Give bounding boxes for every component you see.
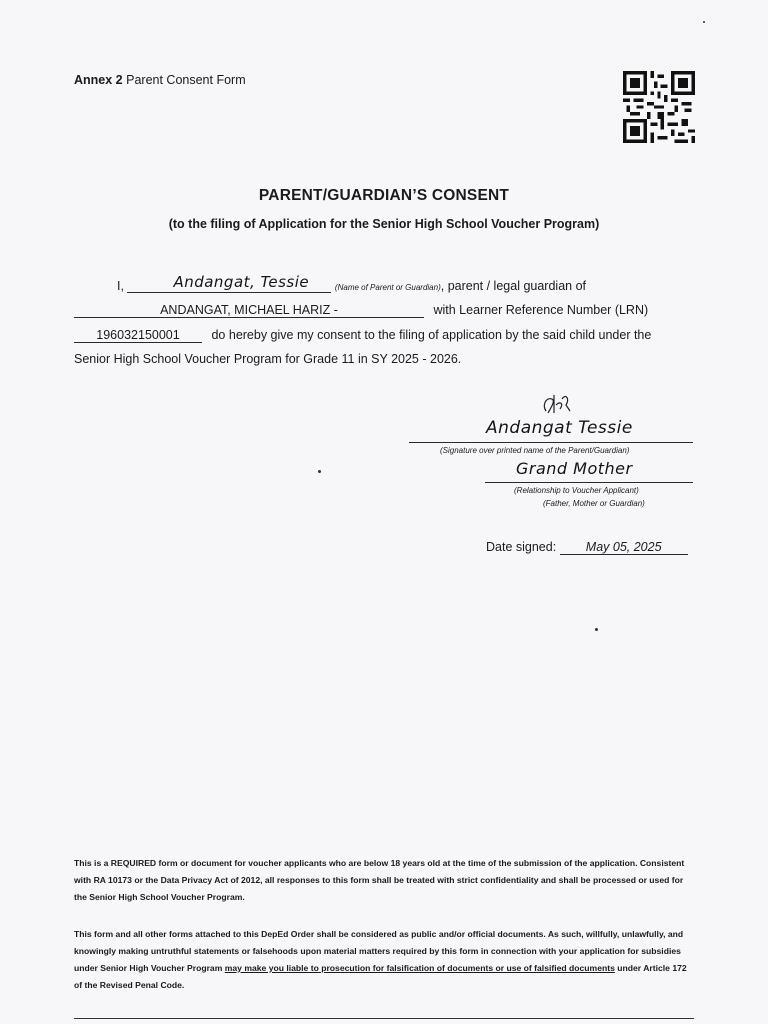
relationship-caption: (Relationship to Voucher Applicant) [514, 486, 639, 495]
parent-name-hint: (Name of Parent or Guardian) [334, 283, 441, 292]
annex-header [74, 73, 246, 87]
learner-name: ANDANGAT, MICHAEL HARIZ - [160, 303, 338, 317]
annex-label: Annex 2 [74, 73, 123, 87]
scan-speck [703, 21, 705, 23]
date-field [560, 540, 688, 555]
consent-line-2 [74, 303, 648, 318]
date-label: Date signed: [486, 540, 557, 554]
relationship-options: (Father, Mother or Guardian) [543, 499, 645, 508]
form-title: PARENT/GUARDIAN’S CONSENT [258, 187, 510, 204]
consent-line-3 [74, 328, 651, 343]
consent-prefix: I, [117, 279, 124, 293]
bottom-rule [74, 1018, 694, 1019]
qr-code [623, 71, 695, 143]
footer-notice-2-end: under Article 172 of the Revised Penal Code. [74, 963, 687, 990]
scan-speck [595, 628, 598, 631]
consent-statement: do hereby give my consent to the filing of application by the said child under the [211, 328, 652, 342]
form-name: Parent Consent Form [126, 73, 246, 87]
consent-line-1 [117, 273, 586, 293]
parent-suffix: , parent / legal guardian of [440, 279, 586, 293]
scan-speck [318, 470, 321, 473]
relationship-line [485, 482, 693, 483]
lrn-field [74, 328, 202, 343]
date-signed-row [486, 540, 688, 555]
learner-name-field [74, 303, 424, 318]
footer-notice-2 [74, 926, 694, 994]
signature-caption: (Signature over printed name of the Parent/Guardian) [440, 446, 630, 455]
signature-printed-name: Andangat Tessie [486, 418, 633, 438]
lrn-label: with Learner Reference Number (LRN) [433, 303, 649, 317]
date-value: May 05, 2025 [585, 540, 662, 554]
footer-notice-2-start: This form and all other forms attached to this DepEd Order shall be considered as public and/or official documents. As such, willfully, unlawfully, and knowingly making untruthful statements or falsehoods upon material matters required by this form in connection with your application for subsidies under Senior High Voucher Program [74, 929, 684, 973]
form-subtitle: (to the filing of Application for the Senior High School Voucher Program) [168, 217, 600, 231]
signature-scribble [540, 391, 574, 419]
parent-name-handwritten: Andangat, Tessie [173, 273, 310, 291]
relationship-handwritten: Grand Mother [516, 459, 633, 478]
consent-line-4: Senior High School Voucher Program for Grade 11 in SY 2025 - 2026. [74, 352, 462, 366]
footer-notice-1: This is a REQUIRED form or document for voucher applicants who are below 18 years old at the time of the submission of the application. Consistent with RA 10173 or the Data Privacy Act of 2012, all responses to this form shall be treated with strict confidentiality and shall be processed or used for the Senior High School Voucher Program. [74, 858, 685, 902]
signature-line [409, 442, 693, 443]
footer-notice-2-underlined: may make you liable to prosecution for falsification of documents or use of falsified documents [224, 963, 615, 973]
parent-name-field [127, 273, 331, 293]
lrn-value: 196032150001 [96, 328, 180, 342]
